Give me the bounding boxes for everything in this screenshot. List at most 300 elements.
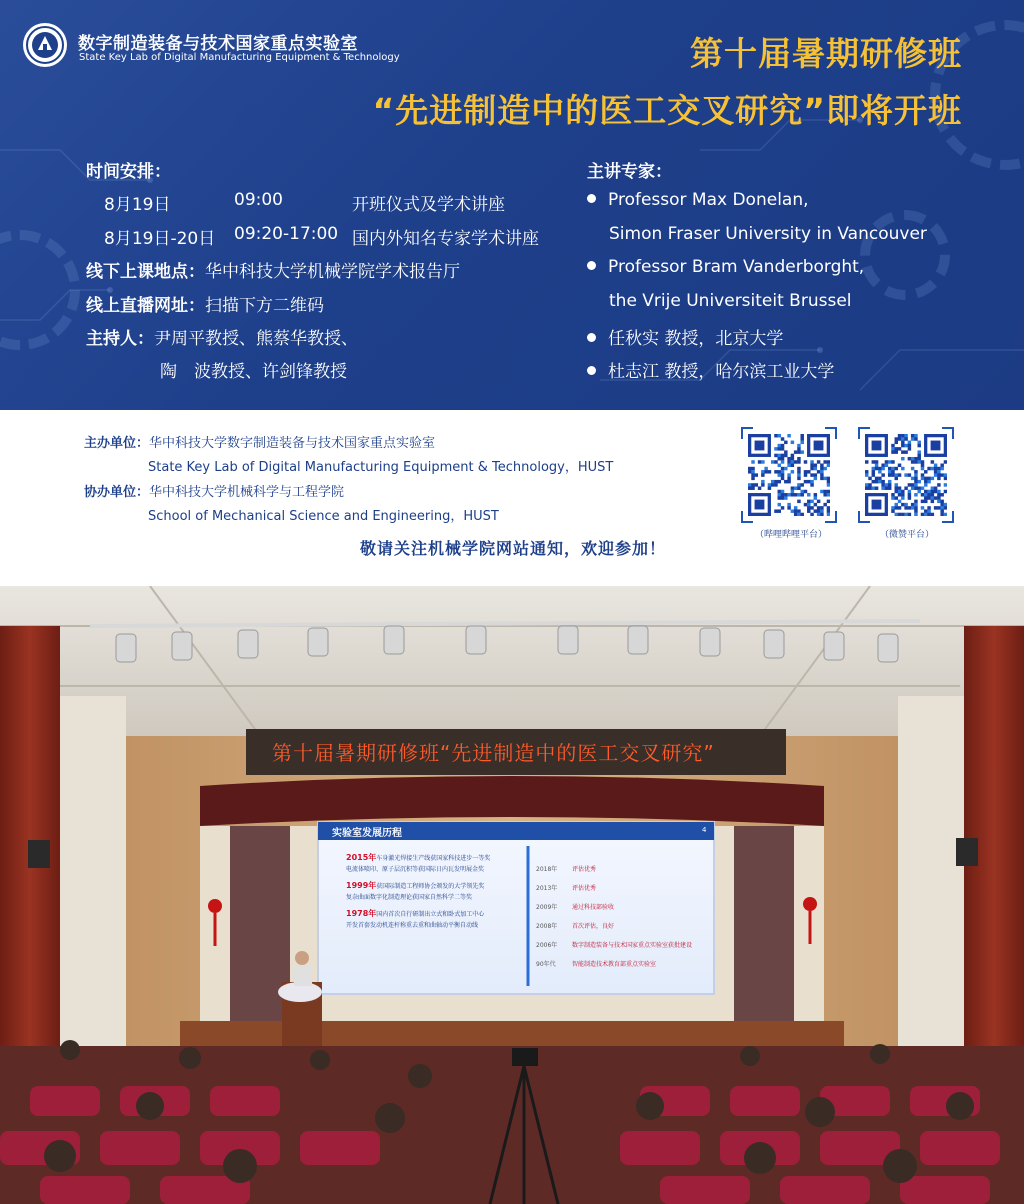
- qr-module: [817, 509, 820, 512]
- qr-module: [937, 483, 940, 486]
- qr-module: [771, 480, 774, 483]
- qr-module: [901, 441, 904, 444]
- qr-module: [898, 473, 901, 476]
- qr-module: [895, 467, 898, 470]
- qr-module: [797, 457, 800, 460]
- slide-timeline-text: 首次评估，良好: [572, 923, 615, 930]
- qr-module: [914, 477, 917, 480]
- slide-list-item: [346, 882, 511, 891]
- qr-module: [800, 490, 803, 493]
- slide-timeline-item: [536, 866, 711, 874]
- qr-module: [781, 447, 784, 450]
- qr-module: [764, 470, 767, 473]
- qr-module: [924, 500, 927, 503]
- qr-module: [865, 473, 868, 476]
- qr-module: [787, 480, 790, 483]
- qr-module: [823, 467, 826, 470]
- qr-module: [804, 503, 807, 506]
- welcome-text: 敬请关注机械学院网站通知，欢迎参加！: [360, 539, 667, 558]
- qr-module: [914, 513, 917, 516]
- qr-module: [911, 457, 914, 460]
- schedule-date: 8月19日-20日: [104, 229, 216, 249]
- qr-module: [901, 444, 904, 447]
- qr-module: [937, 473, 940, 476]
- qr-module: [914, 457, 917, 460]
- qr-module: [904, 506, 907, 509]
- qr-module: [921, 486, 924, 489]
- qr-module: [778, 464, 781, 467]
- qr-module: [895, 437, 898, 440]
- qr-module: [940, 467, 943, 470]
- qr-module: [778, 496, 781, 499]
- qr-module: [810, 460, 813, 463]
- qr-module: [937, 477, 940, 480]
- qr-module: [908, 473, 911, 476]
- qr-module: [881, 483, 884, 486]
- qr-module: [797, 467, 800, 470]
- qr-module: [917, 457, 920, 460]
- qr-module: [797, 500, 800, 503]
- qr-module: [914, 503, 917, 506]
- qr-module: [810, 506, 813, 509]
- qr-module: [891, 473, 894, 476]
- qr-caption-bilibili: （哔哩哔哩平台）: [755, 530, 828, 540]
- qr-module: [885, 460, 888, 463]
- co-org-en: School of Mechanical Science and Engineering，HUST: [148, 509, 499, 524]
- qr-module: [817, 500, 820, 503]
- qr-code-bilibili[interactable]: [741, 427, 837, 523]
- qr-module: [791, 490, 794, 493]
- qr-module: [934, 490, 937, 493]
- qr-module: [934, 470, 937, 473]
- qr-module: [768, 483, 771, 486]
- qr-module: [924, 490, 927, 493]
- slide-list-text: 获国际制造工程师协会颁发的大学领先奖: [376, 883, 485, 890]
- slide-timeline-item: [536, 923, 711, 931]
- qr-module: [908, 513, 911, 516]
- qr-module: [895, 496, 898, 499]
- qr-module: [895, 483, 898, 486]
- slide-timeline-text: 数字制造装备与技术国家重点实验室获批建设: [572, 942, 693, 949]
- qr-module: [878, 477, 881, 480]
- qr-module: [872, 486, 875, 489]
- qr-module: [891, 460, 894, 463]
- schedule-time: 09:20-17:00: [234, 224, 339, 244]
- qr-module: [797, 486, 800, 489]
- slide-list-text: 电流体喷印、原子层沉积等获国际日内瓦发明展金奖: [346, 866, 485, 873]
- qr-module: [791, 470, 794, 473]
- qr-module: [914, 437, 917, 440]
- qr-module: [911, 486, 914, 489]
- expert-affiliation: the Vrije Universiteit Brussel: [609, 291, 852, 311]
- lab-logo: [22, 22, 68, 68]
- qr-module: [781, 477, 784, 480]
- qr-module: [937, 493, 940, 496]
- qr-module: [820, 470, 823, 473]
- qr-module: [814, 464, 817, 467]
- qr-module: [924, 477, 927, 480]
- qr-module: [751, 473, 754, 476]
- qr-module: [823, 503, 826, 506]
- qr-module: [778, 503, 781, 506]
- qr-module: [787, 457, 790, 460]
- qr-module: [751, 486, 754, 489]
- qr-module: [944, 513, 947, 516]
- qr-module: [827, 506, 830, 509]
- qr-module: [924, 483, 927, 486]
- bullet-icon: [587, 194, 596, 203]
- qr-module: [924, 513, 927, 516]
- qr-module: [827, 493, 830, 496]
- qr-finder-pattern: [931, 441, 941, 451]
- slide-list-item: [346, 910, 511, 919]
- qr-module: [921, 473, 924, 476]
- qr-module: [921, 506, 924, 509]
- qr-module: [774, 434, 777, 437]
- qr-module: [764, 467, 767, 470]
- qr-module: [908, 496, 911, 499]
- qr-module: [797, 493, 800, 496]
- qr-module: [895, 490, 898, 493]
- slide-timeline-year: 2013年: [536, 885, 558, 892]
- qr-module: [895, 477, 898, 480]
- qr-module: [898, 447, 901, 450]
- qr-module: [908, 447, 911, 450]
- expert-name: 杜志江 教授，哈尔滨工业大学: [608, 362, 835, 382]
- qr-module: [771, 460, 774, 463]
- qr-module: [937, 500, 940, 503]
- qr-module: [911, 503, 914, 506]
- qr-module: [748, 486, 751, 489]
- qr-module: [931, 493, 934, 496]
- expert-affiliation: Simon Fraser University in Vancouver: [609, 224, 927, 244]
- slide-timeline-year: 2018年: [536, 866, 558, 873]
- slide-timeline-item: [536, 885, 711, 893]
- qr-module: [898, 513, 901, 516]
- qr-module: [794, 506, 797, 509]
- qr-module: [914, 480, 917, 483]
- qr-module: [921, 500, 924, 503]
- qr-module: [800, 441, 803, 444]
- qr-module: [751, 483, 754, 486]
- qr-module: [814, 477, 817, 480]
- qr-module: [878, 470, 881, 473]
- slide-timeline-text: 通过科技部验收: [572, 904, 615, 911]
- qr-module: [878, 480, 881, 483]
- schedule-event: 国内外知名专家学术讲座: [352, 229, 539, 249]
- qr-module: [904, 486, 907, 489]
- co-org-cn: 华中科技大学机械科学与工程学院: [149, 485, 345, 500]
- qr-module: [881, 486, 884, 489]
- qr-finder-pattern: [814, 441, 824, 451]
- qr-module: [820, 464, 823, 467]
- slide-timeline-item: [536, 942, 711, 950]
- qr-module: [781, 496, 784, 499]
- qr-module: [807, 480, 810, 483]
- online-stream-label: 线上直播网址：: [86, 296, 205, 316]
- qr-module: [898, 493, 901, 496]
- qr-module: [781, 493, 784, 496]
- qr-module: [791, 454, 794, 457]
- slide-timeline-year: 2008年: [536, 923, 558, 930]
- qr-module: [814, 493, 817, 496]
- qr-module: [781, 473, 784, 476]
- qr-module: [888, 486, 891, 489]
- qr-module: [921, 467, 924, 470]
- qr-module: [827, 513, 830, 516]
- qr-module: [917, 490, 920, 493]
- qr-module: [768, 470, 771, 473]
- qr-module: [787, 464, 790, 467]
- qr-module: [898, 500, 901, 503]
- qr-module: [914, 500, 917, 503]
- slide-list-year: 1999年: [346, 881, 377, 890]
- qr-module: [823, 460, 826, 463]
- qr-module: [787, 506, 790, 509]
- qr-module: [911, 437, 914, 440]
- qr-module: [817, 460, 820, 463]
- qr-module: [924, 493, 927, 496]
- qr-module: [940, 464, 943, 467]
- qr-module: [820, 477, 823, 480]
- slide-list-item: [346, 854, 511, 863]
- qr-module: [794, 509, 797, 512]
- slide-timeline-text: 智能制造技术教育部重点实验室: [572, 961, 657, 968]
- qr-module: [944, 490, 947, 493]
- qr-module: [791, 460, 794, 463]
- qr-module: [787, 503, 790, 506]
- qr-module: [761, 480, 764, 483]
- qr-module: [917, 441, 920, 444]
- offline-location-row: [86, 257, 460, 282]
- slide-timeline-text: 评估优秀: [572, 885, 597, 892]
- qr-module: [827, 480, 830, 483]
- bullet-icon: [587, 333, 596, 342]
- slide-timeline-item: [536, 904, 711, 912]
- qr-module: [800, 513, 803, 516]
- qr-module: [781, 437, 784, 440]
- qr-module: [817, 470, 820, 473]
- qr-module: [778, 493, 781, 496]
- qr-module: [823, 493, 826, 496]
- qr-module: [914, 483, 917, 486]
- qr-module: [817, 506, 820, 509]
- qr-code-weizan[interactable]: [858, 427, 954, 523]
- qr-module: [797, 447, 800, 450]
- qr-module: [804, 460, 807, 463]
- qr-module: [794, 460, 797, 463]
- expert-item: [587, 357, 834, 382]
- experts-heading: 主讲专家：: [587, 162, 672, 182]
- qr-module: [778, 447, 781, 450]
- qr-module: [901, 434, 904, 437]
- qr-module: [768, 486, 771, 489]
- qr-module: [774, 509, 777, 512]
- qr-module: [800, 434, 803, 437]
- qr-module: [927, 490, 930, 493]
- qr-module: [875, 480, 878, 483]
- slide-list-item: [346, 922, 511, 930]
- qr-module: [931, 486, 934, 489]
- qr-module: [917, 450, 920, 453]
- qr-module: [931, 496, 934, 499]
- qr-module: [787, 460, 790, 463]
- qr-module: [817, 513, 820, 516]
- bullet-icon: [587, 366, 596, 375]
- qr-module: [797, 477, 800, 480]
- qr-module: [901, 503, 904, 506]
- qr-module: [914, 473, 917, 476]
- qr-module: [814, 467, 817, 470]
- qr-module: [908, 457, 911, 460]
- qr-module: [885, 483, 888, 486]
- qr-module: [931, 467, 934, 470]
- qr-module: [904, 513, 907, 516]
- slide-list-year: 2015年: [346, 853, 377, 862]
- qr-module: [888, 460, 891, 463]
- qr-module: [944, 460, 947, 463]
- qr-module: [820, 473, 823, 476]
- qr-module: [904, 444, 907, 447]
- qr-module: [784, 496, 787, 499]
- offline-location-label: 线下上课地点：: [86, 262, 205, 282]
- qr-module: [865, 483, 868, 486]
- qr-module: [881, 480, 884, 483]
- qr-module: [944, 506, 947, 509]
- qr-module: [940, 473, 943, 476]
- qr-module: [891, 467, 894, 470]
- qr-module: [875, 464, 878, 467]
- qr-module: [917, 444, 920, 447]
- qr-module: [810, 464, 813, 467]
- qr-module: [778, 457, 781, 460]
- slide-left-list: [346, 854, 511, 938]
- qr-module: [914, 434, 917, 437]
- qr-module: [898, 437, 901, 440]
- qr-module: [778, 444, 781, 447]
- qr-module: [800, 437, 803, 440]
- qr-module: [778, 490, 781, 493]
- qr-module: [908, 483, 911, 486]
- qr-module: [921, 464, 924, 467]
- qr-module: [807, 470, 810, 473]
- qr-module: [778, 454, 781, 457]
- online-stream-value: 扫描下方二维码: [205, 296, 324, 316]
- schedule-heading: 时间安排：: [86, 162, 171, 182]
- expert-item: [587, 257, 864, 277]
- qr-module: [781, 467, 784, 470]
- qr-module: [937, 490, 940, 493]
- qr-module: [891, 447, 894, 450]
- qr-module: [804, 470, 807, 473]
- slide-page-number: 4: [702, 826, 707, 834]
- qr-module: [917, 486, 920, 489]
- qr-module: [810, 467, 813, 470]
- qr-module: [944, 483, 947, 486]
- led-banner-text: 第十届暑期研修班“先进制造中的医工交叉研究”: [272, 741, 715, 765]
- qr-module: [827, 509, 830, 512]
- qr-code-image: [865, 434, 947, 516]
- qr-module: [927, 496, 930, 499]
- qr-module: [914, 470, 917, 473]
- qr-module: [911, 460, 914, 463]
- qr-module: [921, 513, 924, 516]
- host-label: 主持人：: [86, 329, 154, 349]
- qr-module: [751, 467, 754, 470]
- qr-module: [755, 473, 758, 476]
- qr-module: [791, 441, 794, 444]
- slide-list-text: 复杂曲面数字化制造理论获国家自然科学二等奖: [346, 894, 473, 901]
- qr-module: [868, 477, 871, 480]
- qr-module: [774, 454, 777, 457]
- qr-module: [787, 434, 790, 437]
- qr-module: [940, 506, 943, 509]
- qr-module: [748, 467, 751, 470]
- qr-module: [921, 493, 924, 496]
- qr-module: [827, 490, 830, 493]
- qr-finder-pattern: [872, 500, 882, 510]
- qr-module: [872, 467, 875, 470]
- qr-module: [914, 509, 917, 512]
- qr-module: [937, 467, 940, 470]
- qr-module: [814, 496, 817, 499]
- offline-location-value: 华中科技大学机械学院学术报告厅: [205, 262, 460, 282]
- qr-finder-pattern: [755, 500, 765, 510]
- qr-module: [872, 460, 875, 463]
- qr-module: [911, 434, 914, 437]
- qr-module: [872, 473, 875, 476]
- qr-module: [872, 480, 875, 483]
- qr-module: [881, 464, 884, 467]
- auditorium-scene: [0, 586, 1024, 1204]
- qr-module: [781, 444, 784, 447]
- qr-module: [934, 473, 937, 476]
- qr-module: [895, 503, 898, 506]
- qr-module: [814, 509, 817, 512]
- qr-module: [901, 496, 904, 499]
- qr-module: [791, 457, 794, 460]
- qr-code-image: [748, 434, 830, 516]
- slide-timeline-item: [536, 961, 711, 969]
- qr-module: [904, 450, 907, 453]
- qr-module: [761, 483, 764, 486]
- slide-timeline: [536, 866, 711, 980]
- expert-item: [587, 324, 783, 349]
- qr-module: [804, 480, 807, 483]
- qr-module: [911, 467, 914, 470]
- schedule-event: 开班仪式及学术讲座: [352, 195, 505, 215]
- qr-module: [924, 496, 927, 499]
- qr-module: [784, 467, 787, 470]
- qr-module: [898, 490, 901, 493]
- page-subtitle: “先进制造中的医工交叉研究”即将开班: [372, 91, 962, 130]
- schedule-time: 09:00: [234, 190, 283, 210]
- qr-caption-weizan: （微赞平台）: [880, 530, 935, 540]
- qr-module: [934, 464, 937, 467]
- qr-module: [911, 483, 914, 486]
- host-names-cont: 陶 波教授、许剑锋教授: [160, 362, 347, 382]
- qr-module: [891, 509, 894, 512]
- qr-module: [800, 483, 803, 486]
- qr-module: [895, 473, 898, 476]
- qr-module: [820, 506, 823, 509]
- qr-module: [924, 480, 927, 483]
- qr-module: [937, 470, 940, 473]
- co-org-row: [84, 481, 344, 500]
- qr-module: [761, 473, 764, 476]
- qr-module: [940, 509, 943, 512]
- qr-module: [927, 467, 930, 470]
